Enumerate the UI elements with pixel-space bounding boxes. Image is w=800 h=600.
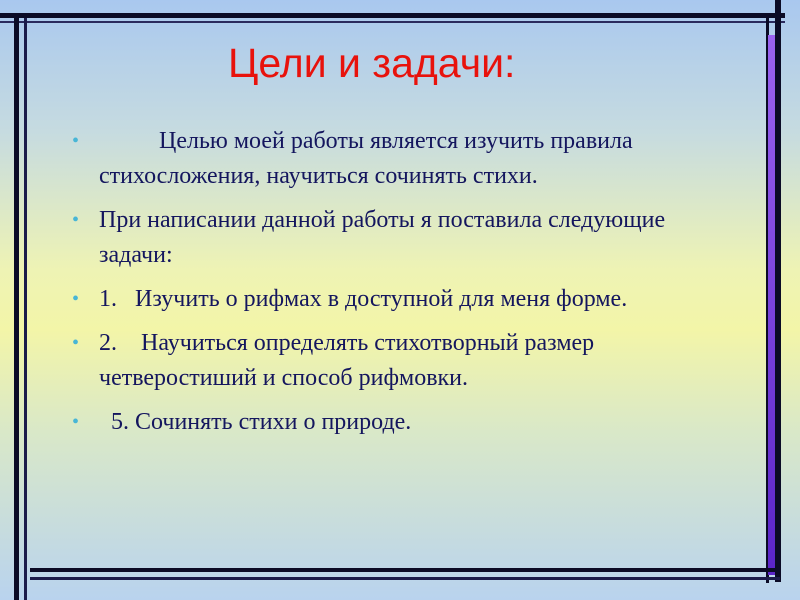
bullet-icon: • <box>72 288 80 310</box>
slide-title: Цели и задачи: <box>228 40 516 86</box>
frame-bottom-line-1 <box>30 568 780 572</box>
list-item <box>72 282 702 317</box>
list-item <box>72 203 702 273</box>
frame-top-line-2 <box>0 21 785 23</box>
list-item-text: Целью моей работы является изучить правила стихосложения, научиться сочинять стихи. <box>99 128 639 189</box>
frame-bottom-line-2 <box>30 577 780 580</box>
list-item <box>72 326 702 396</box>
frame-left-line-2 <box>24 18 27 600</box>
frame-left-line-1 <box>14 13 19 600</box>
list-item <box>72 124 702 194</box>
frame-top-line-1 <box>0 13 785 18</box>
bullet-icon: • <box>72 332 80 354</box>
list-item-text: 1. Изучить о рифмах в доступной для меня форме. <box>99 286 628 312</box>
frame-right-line-2 <box>775 0 781 582</box>
list-item-text: При написании данной работы я поставила следующие задачи: <box>99 207 672 268</box>
list-item-text: 5. Сочинять стихи о природе. <box>99 409 412 435</box>
bullet-icon: • <box>72 411 80 433</box>
frame-right-accent <box>768 35 775 575</box>
list-item-text: 2. Научиться определять стихотворный размер четверостиший и способ рифмовки. <box>99 330 601 391</box>
list-item <box>72 405 702 440</box>
bullet-list <box>72 124 702 449</box>
bullet-icon: • <box>72 130 80 152</box>
bullet-icon: • <box>72 209 80 231</box>
